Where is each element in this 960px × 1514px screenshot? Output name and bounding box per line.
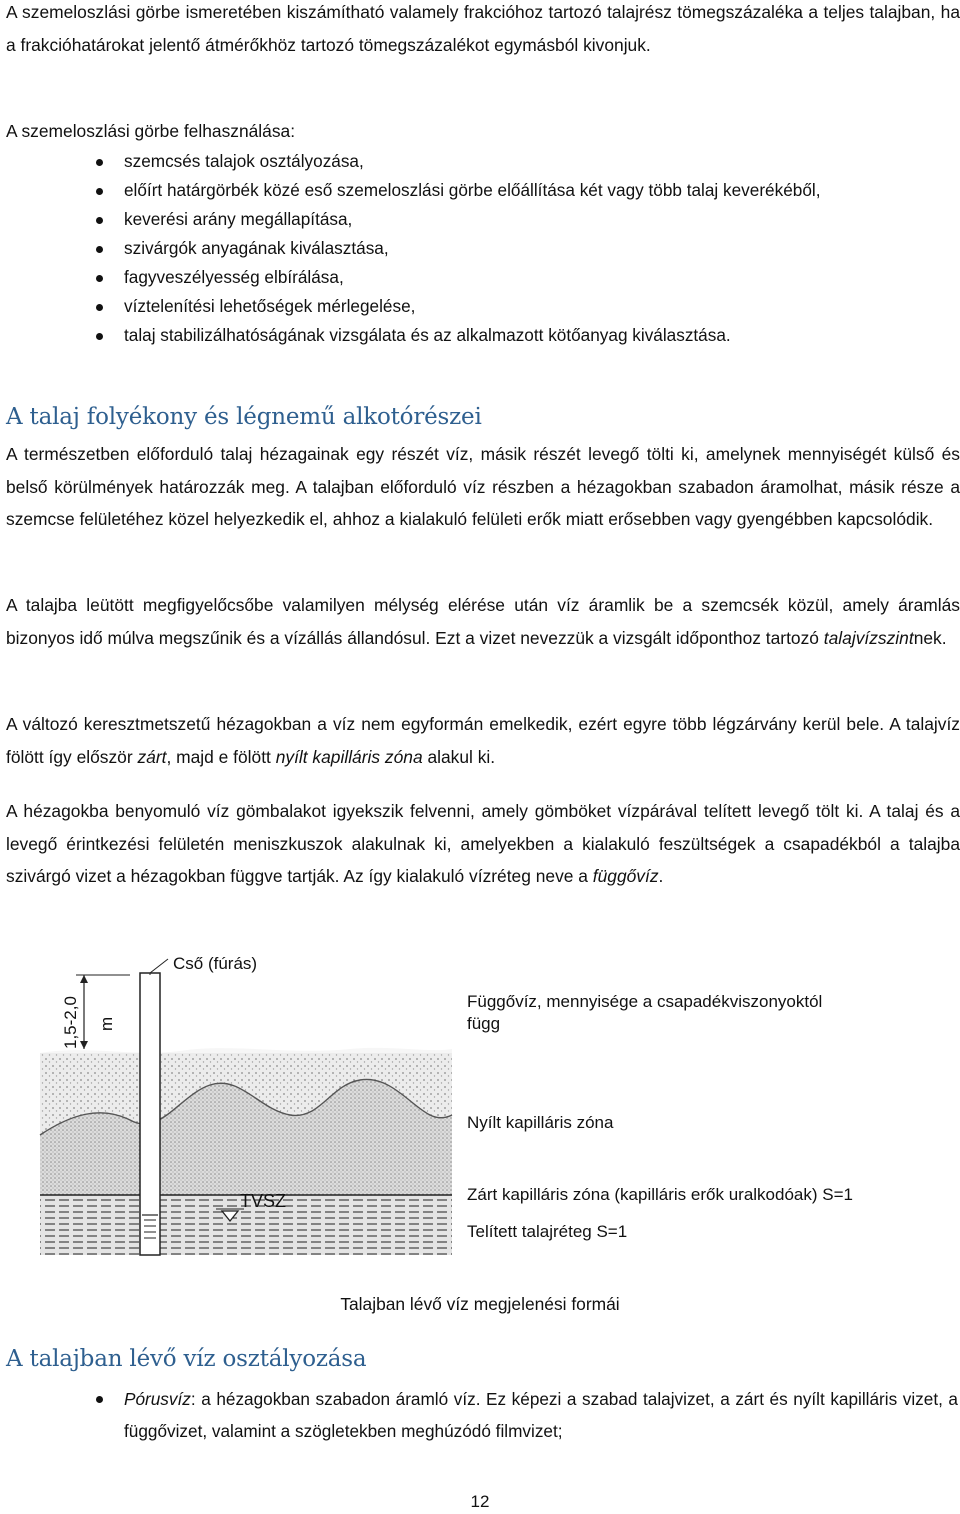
term-groundwater-level: talajvízszint [823, 627, 914, 648]
tvsz-label: TVSZ [240, 1191, 287, 1211]
section-heading-liquid-gas: A talaj folyékony és légnemű alkotórészei [6, 404, 482, 430]
paragraph-suspended-water: A hézagokba benyomuló víz gömbalakot igyekszik felvenni, amely gömböket vízpárával telített levegő tölt ki. A talaj és a levegő érintkezési felületén meniszkuszok alakulnak ki, amelyekben a kialakuló feszültségek a csapadékból a talajba szivárgó vizet a hézagokban függve tartják. Az így kialakuló vízréteg neve a függővíz. [6, 801, 960, 886]
depth-value: 1,5-2,0 [61, 996, 80, 1049]
uses-intro: A szemeloszlási görbe felhasználása: [6, 121, 296, 141]
list-item: Pórusvíz: a hézagokban szabadon áramló víz. Ez képezi a szabad talajvizet, a zárt és nyílt kapilláris vizet, a függővizet, valamint a szögletekben meghúzódó filmvizet; [0, 1383, 960, 1447]
bullet-icon [96, 304, 103, 311]
term-pore-water: Pórusvíz [124, 1389, 191, 1409]
zone-label-suspended-water-cont: függ [467, 1014, 501, 1033]
list-item: előírt határgörbék közé eső szemeloszlási görbe előállítása két vagy több talaj keverékéből, [0, 176, 960, 205]
list-item: szemcsés talajok osztályozása, [0, 147, 960, 176]
bullet-icon [96, 333, 103, 340]
term-open-capillary-zone: nyílt kapilláris zóna [275, 746, 423, 767]
list-item: fagyveszélyesség elbírálása, [0, 263, 960, 292]
classification-list [0, 1383, 960, 1447]
pipe [140, 973, 160, 1255]
figure-caption: Talajban lévő víz megjelenési formái [340, 1294, 620, 1314]
bullet-icon [96, 159, 103, 166]
bullet-icon [96, 1396, 103, 1403]
page-number: 12 [470, 1492, 490, 1511]
paragraph-groundwater-level: A talajba leütött megfigyelőcsőbe valamilyen mélység elérése után víz áramlik be a szemcsék közül, amely áramlás bizonyos idő múlva megszűnik és a vízállás állandósul. Ezt a vizet nevezzük a vizsgált időponthoz tartozó talajvízszintnek. [6, 595, 960, 648]
depth-unit: m [97, 1016, 116, 1031]
list-item: víztelenítési lehetőségek mérlegelése, [0, 292, 960, 321]
zone-label-saturated: Telített talajréteg S=1 [467, 1222, 628, 1241]
paragraph-capillary-zones: A változó keresztmetszetű hézagokban a víz nem egyformán emelkedik, ezért egyre több légzárvány kerül bele. A talajvíz fölött így először zárt, majd e fölött nyílt kapilláris zóna alakul ki. [6, 714, 960, 767]
bullet-icon [96, 246, 103, 253]
term-closed: zárt [137, 746, 167, 767]
uses-list [0, 147, 960, 350]
section-heading-water-classification: A talajban lévő víz osztályozása [6, 1346, 367, 1372]
paragraph-water-air: A természetben előforduló talaj hézagainak egy részét víz, másik részét levegő tölti ki, amelynek mennyiségét külső és belső körülmények határozzák meg. A talajban előforduló víz részben a hézagokban szabadon áramolhat, másik része a szemcse felületéhez közel helyezkedik el, ahhoz a kialakuló felületi erők miatt erősebben vagy gyengébben kapcsolódik. [6, 444, 960, 529]
bullet-icon [96, 217, 103, 224]
list-item: keverési arány megállapítása, [0, 205, 960, 234]
bullet-icon [96, 275, 103, 282]
bullet-icon [96, 188, 103, 195]
soil-water-diagram [30, 945, 950, 1265]
zone-label-closed-capillary: Zárt kapilláris zóna (kapilláris erők uralkodóak) S=1 [467, 1185, 853, 1204]
list-item: szivárgók anyagának kiválasztása, [0, 234, 960, 263]
intro-paragraph: A szemeloszlási görbe ismeretében kiszámítható valamely frakcióhoz tartozó talajrész tömegszázaléka a teljes talajban, ha a frakcióhatárokat jelentő átmérőkhöz tartozó tömegszázalékot egymásból kivonjuk. [6, 2, 960, 55]
pipe-label: Cső (fúrás) [173, 954, 258, 973]
list-item: talaj stabilizálhatóságának vizsgálata és az alkalmazott kötőanyag kiválasztása. [0, 321, 960, 350]
zone-label-open-capillary: Nyílt kapilláris zóna [467, 1113, 614, 1132]
term-suspended-water: függővíz [592, 866, 659, 886]
soil-water-figure [30, 945, 950, 1265]
zone-label-suspended-water: Függővíz, mennyisége a csapadékviszonyoktól [467, 992, 823, 1011]
